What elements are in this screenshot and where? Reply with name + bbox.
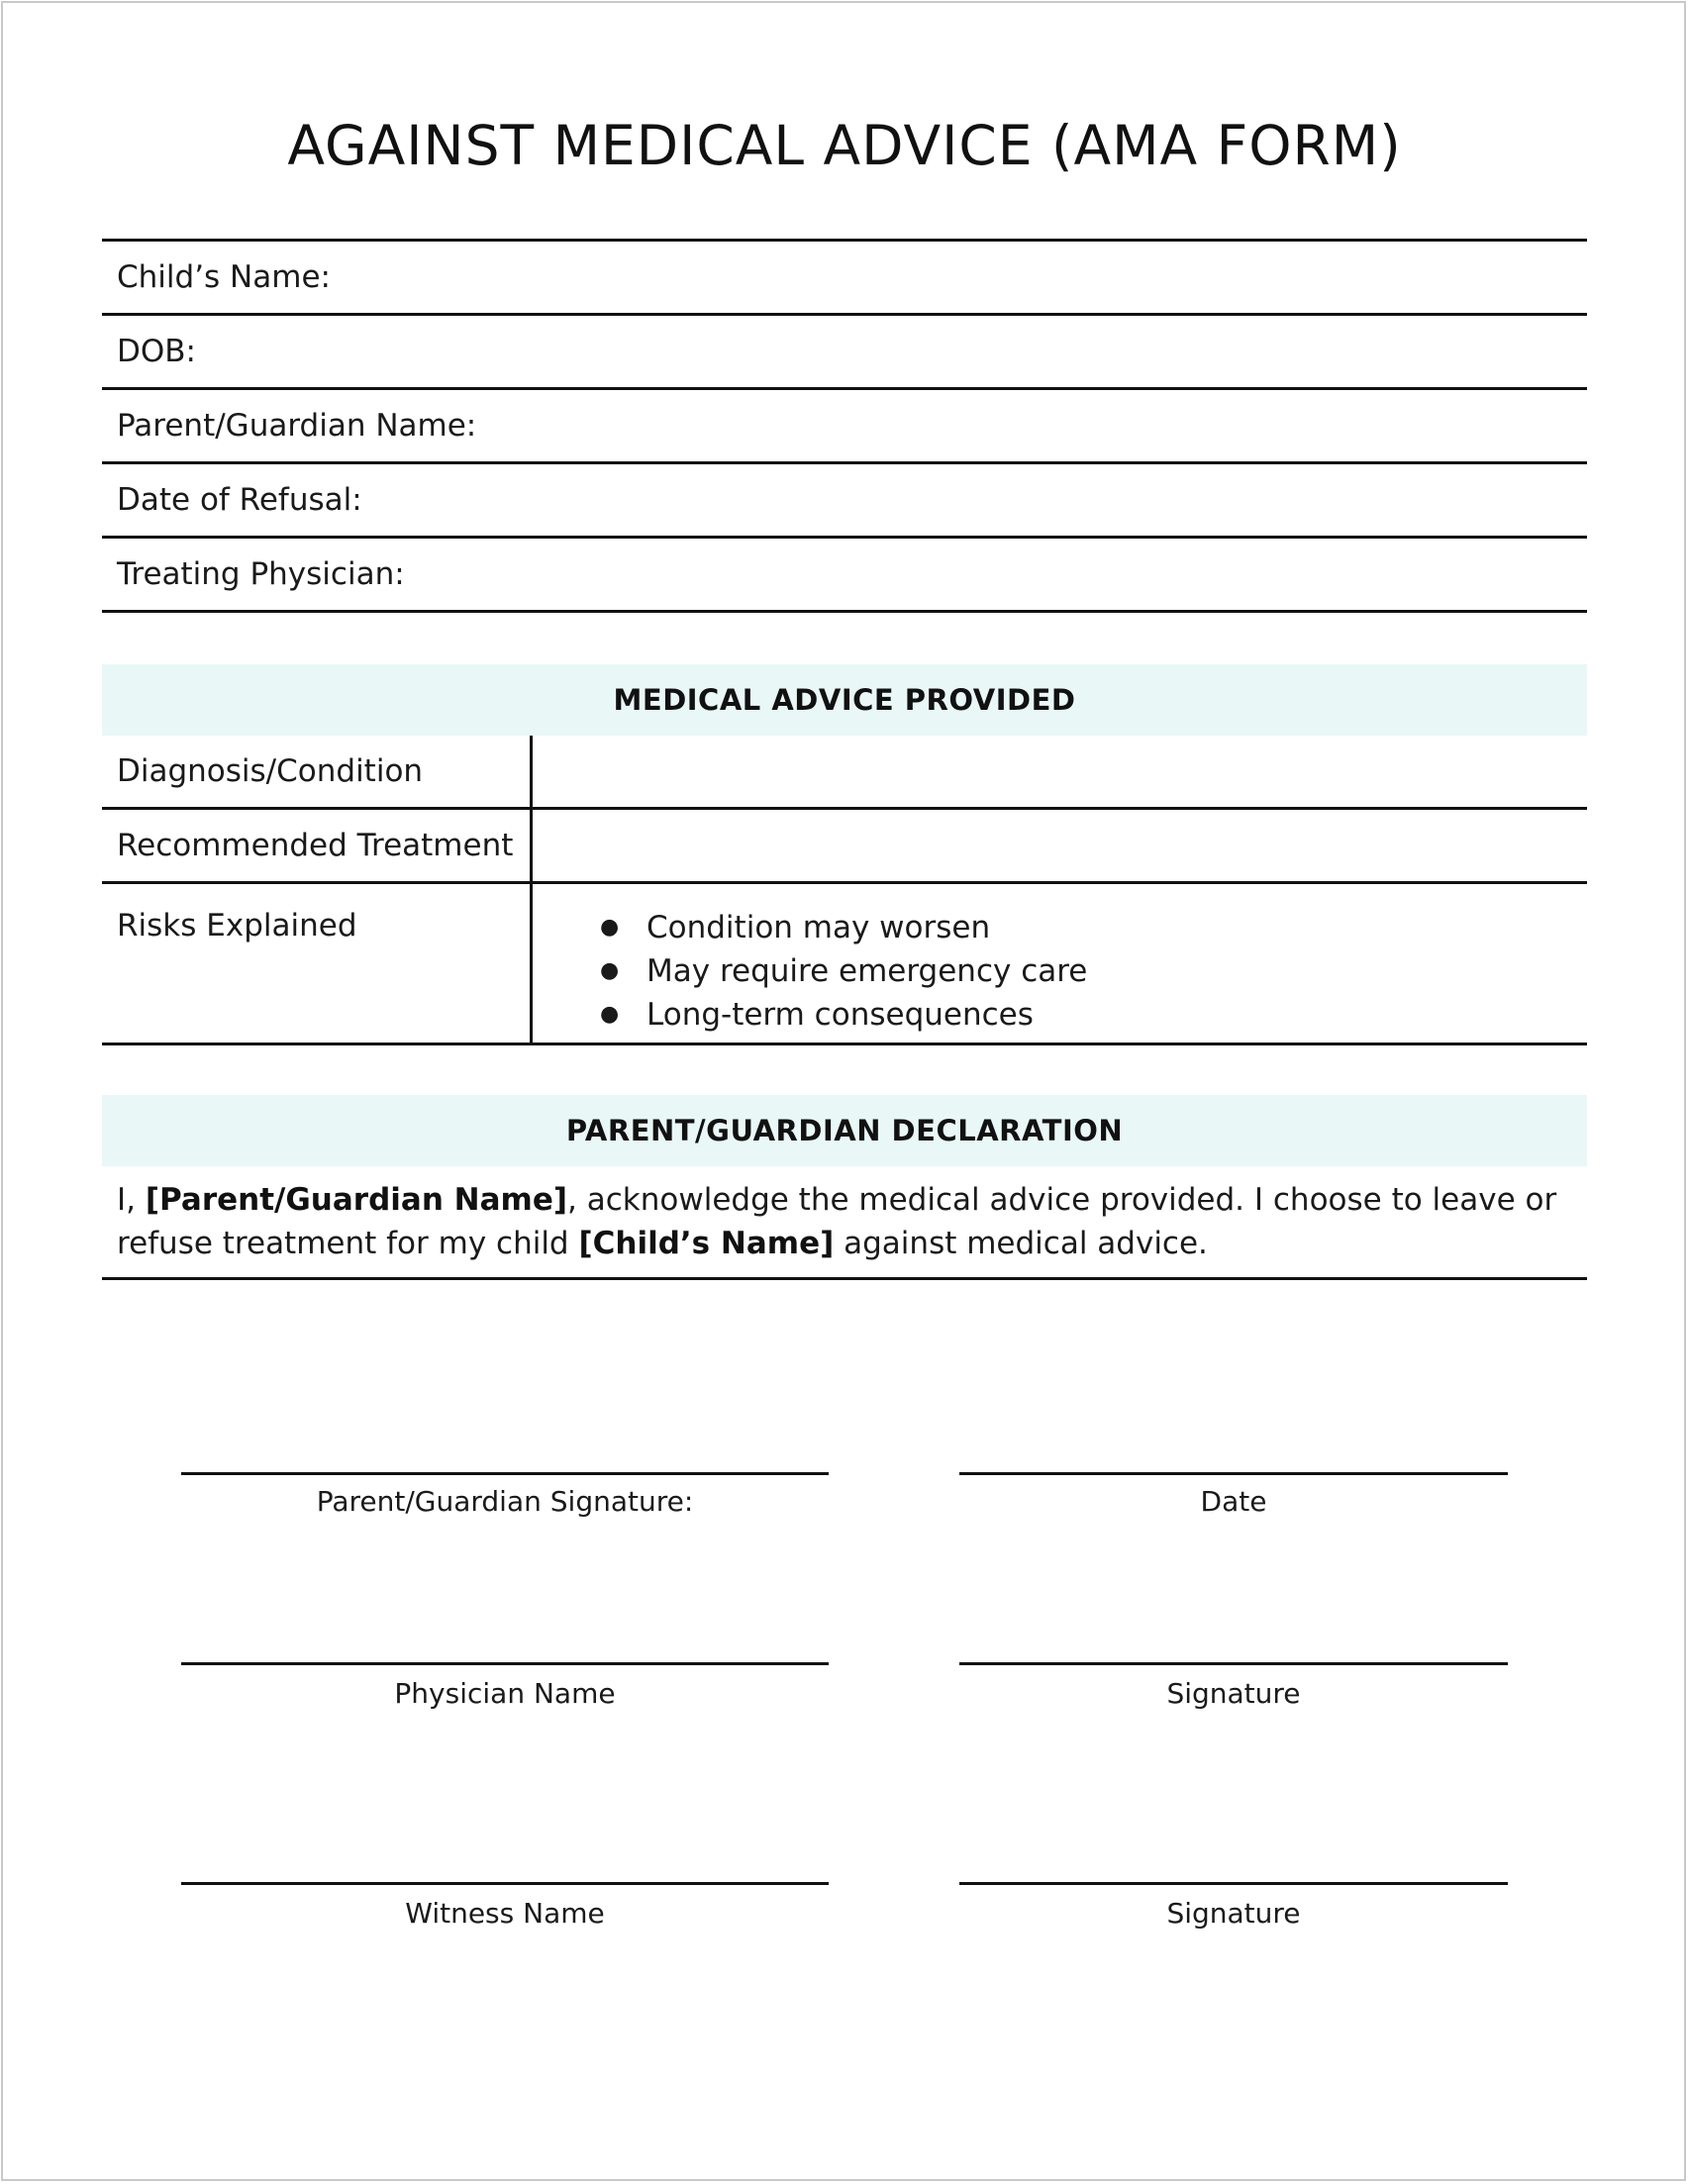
field-label: Treating Physician: <box>117 556 405 592</box>
bullet-icon: ● <box>600 958 620 983</box>
guardian-name-field[interactable] <box>102 390 1587 464</box>
diagnosis-label: Diagnosis/Condition <box>102 736 533 807</box>
witness-name-label: Witness Name <box>405 1897 605 1930</box>
field-label: Parent/Guardian Name: <box>117 408 477 444</box>
physician-name-label: Physician Name <box>394 1677 616 1710</box>
guardian-date-label: Date <box>1200 1485 1267 1518</box>
date-of-refusal-field[interactable] <box>102 464 1587 539</box>
treatment-label: Recommended Treatment <box>102 810 533 881</box>
child-name-placeholder[interactable]: [Child’s Name] <box>578 1226 835 1261</box>
guardian-date-line[interactable] <box>959 1472 1508 1475</box>
treating-physician-field[interactable] <box>102 539 1587 613</box>
treatment-row <box>102 810 1587 884</box>
childs-name-field[interactable] <box>102 242 1587 316</box>
bullet-icon: ● <box>600 915 620 940</box>
declaration-section <box>102 1095 1587 1280</box>
diagnosis-input[interactable] <box>533 736 1587 807</box>
medical-advice-header: MEDICAL ADVICE PROVIDED <box>102 664 1587 736</box>
declaration-header: PARENT/GUARDIAN DECLARATION <box>102 1095 1587 1166</box>
guardian-name-placeholder[interactable]: [Parent/Guardian Name] <box>145 1182 568 1218</box>
treatment-input[interactable] <box>533 810 1587 881</box>
witness-signature-line[interactable] <box>959 1882 1508 1885</box>
declaration-text: I, [Parent/Guardian Name], acknowledge the medical advice provided. I choose to leave or refuse treatment for my child [Child’s Name] against medical advice. <box>102 1166 1587 1280</box>
list-item: ● Long-term consequences <box>533 993 1587 1037</box>
risks-list <box>533 884 1587 1037</box>
risks-value <box>533 884 1587 1042</box>
risks-row <box>102 884 1587 1045</box>
patient-info-section <box>102 239 1587 613</box>
guardian-signature-label: Parent/Guardian Signature: <box>316 1485 694 1518</box>
dob-field[interactable] <box>102 316 1587 390</box>
diagnosis-row <box>102 736 1587 810</box>
witness-name-line[interactable] <box>181 1882 829 1885</box>
list-item: ● May require emergency care <box>533 949 1587 993</box>
list-item: ● Condition may worsen <box>533 906 1587 949</box>
field-label: Date of Refusal: <box>117 482 362 518</box>
field-label: Child’s Name: <box>117 259 331 295</box>
physician-signature-line[interactable] <box>959 1662 1508 1665</box>
witness-signature-label: Signature <box>1166 1897 1301 1930</box>
page-title: AGAINST MEDICAL ADVICE (AMA FORM) <box>287 114 1402 177</box>
guardian-signature-line[interactable] <box>181 1472 829 1475</box>
medical-advice-section <box>102 664 1587 1045</box>
physician-name-line[interactable] <box>181 1662 829 1665</box>
risks-label: Risks Explained <box>102 884 533 1042</box>
physician-signature-label: Signature <box>1166 1677 1301 1710</box>
bullet-icon: ● <box>600 1002 620 1027</box>
field-label: DOB: <box>117 334 196 369</box>
